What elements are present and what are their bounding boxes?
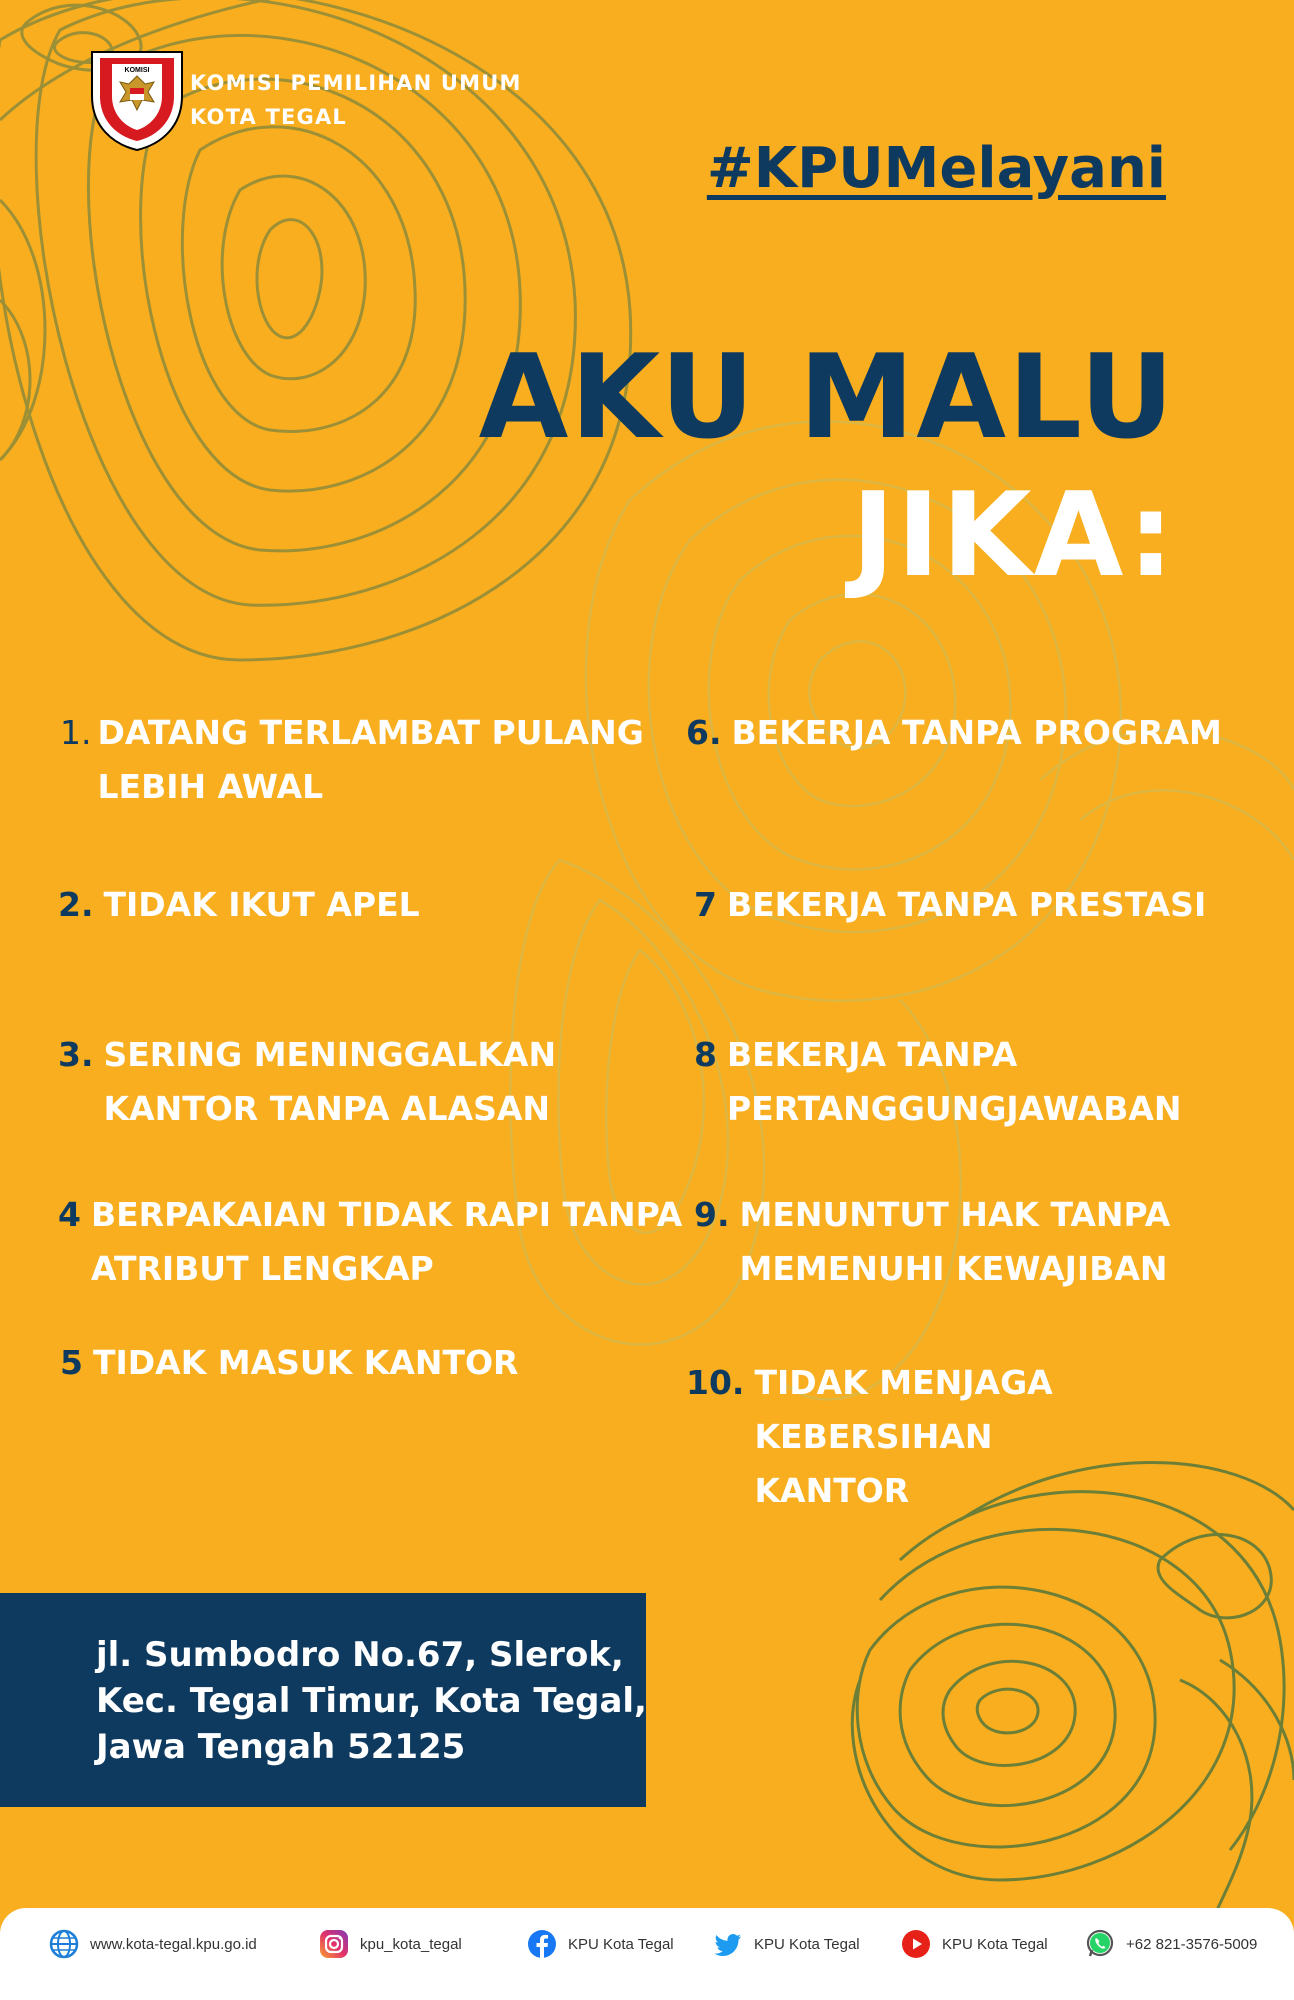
item-text: DATANG TERLAMBAT PULANG LEBIH AWAL <box>97 713 644 806</box>
svg-text:KOMISI: KOMISI <box>124 67 150 74</box>
youtube-icon <box>900 1928 932 1960</box>
facebook-icon <box>526 1928 558 1960</box>
instagram-text: kpu_kota_tegal <box>360 1935 462 1953</box>
item-text: TIDAK MASUK KANTOR <box>92 1343 519 1382</box>
address-line1: jl. Sumbodro No.67, Slerok, <box>96 1635 624 1675</box>
twitter-text: KPU Kota Tegal <box>754 1935 860 1953</box>
org-name-line1: KOMISI PEMILIHAN UMUM <box>190 71 522 95</box>
org-name-line2: KOTA TEGAL <box>190 105 347 129</box>
list-item <box>694 1028 1182 1136</box>
facebook-text: KPU Kota Tegal <box>568 1935 674 1953</box>
list-item <box>694 1188 1170 1296</box>
item-number: 5 <box>60 1343 83 1382</box>
item-number: 2. <box>58 885 94 924</box>
page-title-line1: AKU MALU <box>478 330 1176 465</box>
item-text: SERING MENINGGALKAN KANTOR TANPA ALASAN <box>103 1035 557 1128</box>
footer-website[interactable] <box>48 1928 257 1960</box>
list-item <box>686 706 1222 760</box>
item-number: 6. <box>686 713 722 752</box>
list-item <box>60 1336 518 1390</box>
footer-whatsapp[interactable] <box>1084 1928 1257 1960</box>
footer-facebook[interactable] <box>526 1928 674 1960</box>
list-item <box>686 1356 1294 1518</box>
list-item <box>60 706 644 814</box>
item-text: BEKERJA TANPA PROGRAM <box>731 713 1222 752</box>
kpu-logo-icon <box>82 44 192 154</box>
item-text: BEKERJA TANPA PRESTASI <box>726 885 1207 924</box>
list-item <box>58 878 420 932</box>
item-text: TIDAK IKUT APEL <box>103 885 420 924</box>
address-line3: Jawa Tengah 52125 <box>96 1727 466 1767</box>
list-item <box>694 878 1206 932</box>
item-text: BEKERJA TANPA PERTANGGUNGJAWABAN <box>726 1035 1182 1128</box>
item-number: 1. <box>60 713 92 752</box>
footer-youtube[interactable] <box>900 1928 1048 1960</box>
youtube-text: KPU Kota Tegal <box>942 1935 1048 1953</box>
item-text: BERPAKAIAN TIDAK RAPI TANPA ATRIBUT LENGKAP <box>90 1195 683 1288</box>
item-number: 8 <box>694 1035 717 1074</box>
footer-twitter[interactable] <box>712 1928 860 1960</box>
list-item <box>58 1188 682 1296</box>
organization-name <box>190 66 522 134</box>
item-number: 3. <box>58 1035 94 1074</box>
item-text: MENUNTUT HAK TANPA MEMENUHI KEWAJIBAN <box>739 1195 1171 1288</box>
address-text <box>96 1632 647 1770</box>
globe-icon <box>48 1928 80 1960</box>
website-text: www.kota-tegal.kpu.go.id <box>90 1935 257 1953</box>
list-item <box>58 1028 556 1136</box>
item-text: TIDAK MENJAGA KEBERSIHAN KANTOR <box>754 1363 1053 1510</box>
item-number: 7 <box>694 885 717 924</box>
item-number: 4 <box>58 1195 81 1234</box>
footer-instagram[interactable] <box>318 1928 462 1960</box>
item-number: 10. <box>686 1363 745 1402</box>
hashtag-link[interactable]: #KPUMelayani <box>706 136 1166 201</box>
twitter-icon <box>712 1928 744 1960</box>
address-line2: Kec. Tegal Timur, Kota Tegal, <box>96 1681 647 1721</box>
whatsapp-text: +62 821-3576-5009 <box>1126 1935 1258 1953</box>
instagram-icon <box>318 1928 350 1960</box>
whatsapp-icon <box>1084 1928 1116 1960</box>
page-title-line2: JIKA: <box>851 468 1176 603</box>
item-number: 9. <box>694 1195 730 1234</box>
